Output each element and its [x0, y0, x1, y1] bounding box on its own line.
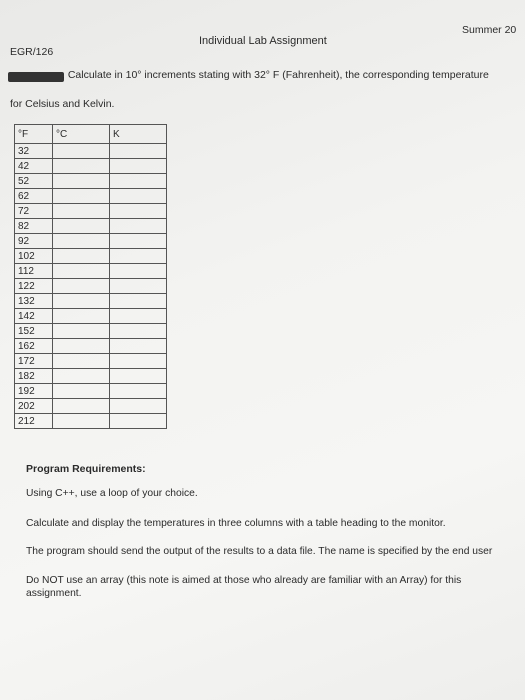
- celsius-cell: [53, 414, 110, 429]
- kelvin-cell: [110, 264, 167, 279]
- course-code: EGR/126: [10, 46, 54, 58]
- instructions-line-2: for Celsius and Kelvin.: [10, 98, 115, 110]
- kelvin-cell: [110, 399, 167, 414]
- kelvin-cell: [110, 279, 167, 294]
- celsius-cell: [53, 354, 110, 369]
- kelvin-cell: [110, 324, 167, 339]
- kelvin-cell: [110, 174, 167, 189]
- table-row: [15, 384, 167, 399]
- table-row: [15, 234, 167, 249]
- fahrenheit-cell: 62: [15, 189, 53, 204]
- kelvin-cell: [110, 309, 167, 324]
- kelvin-cell: [110, 384, 167, 399]
- fahrenheit-cell: 192: [15, 384, 53, 399]
- header-celsius: °C: [53, 125, 110, 144]
- celsius-cell: [53, 324, 110, 339]
- kelvin-cell: [110, 189, 167, 204]
- kelvin-cell: [110, 234, 167, 249]
- celsius-cell: [53, 204, 110, 219]
- header-kelvin: K: [110, 125, 167, 144]
- table-row: [15, 399, 167, 414]
- table-row: [15, 414, 167, 429]
- celsius-cell: [53, 279, 110, 294]
- table-row: [15, 189, 167, 204]
- kelvin-cell: [110, 249, 167, 264]
- requirement-item: Do NOT use an array (this note is aimed at those who already are familiar with an Array) for this: [26, 575, 462, 586]
- table-row: [15, 159, 167, 174]
- kelvin-cell: [110, 159, 167, 174]
- kelvin-cell: [110, 414, 167, 429]
- instructions-line-1: , Calculate in 10° increments stating with 32° F (Fahrenheit), the corresponding temperature: [62, 69, 489, 81]
- fahrenheit-cell: 122: [15, 279, 53, 294]
- celsius-cell: [53, 219, 110, 234]
- kelvin-cell: [110, 204, 167, 219]
- temperature-table: [14, 124, 167, 429]
- fahrenheit-cell: 82: [15, 219, 53, 234]
- kelvin-cell: [110, 369, 167, 384]
- kelvin-cell: [110, 219, 167, 234]
- table-row: [15, 174, 167, 189]
- fahrenheit-cell: 112: [15, 264, 53, 279]
- fahrenheit-cell: 52: [15, 174, 53, 189]
- kelvin-cell: [110, 339, 167, 354]
- table-row: [15, 339, 167, 354]
- table-row: [15, 354, 167, 369]
- celsius-cell: [53, 189, 110, 204]
- fahrenheit-cell: 92: [15, 234, 53, 249]
- table-row: [15, 324, 167, 339]
- celsius-cell: [53, 309, 110, 324]
- table-row: [15, 204, 167, 219]
- requirement-item: Using C++, use a loop of your choice.: [26, 488, 198, 499]
- fahrenheit-cell: 212: [15, 414, 53, 429]
- celsius-cell: [53, 264, 110, 279]
- table-header-row: [15, 125, 167, 144]
- page-title: Individual Lab Assignment: [199, 35, 327, 47]
- term-label: Summer 20: [462, 24, 517, 36]
- celsius-cell: [53, 369, 110, 384]
- header-fahrenheit: °F: [15, 125, 53, 144]
- kelvin-cell: [110, 354, 167, 369]
- fahrenheit-cell: 202: [15, 399, 53, 414]
- table-row: [15, 279, 167, 294]
- fahrenheit-cell: 42: [15, 159, 53, 174]
- celsius-cell: [53, 144, 110, 159]
- redaction-mark: [8, 72, 64, 82]
- celsius-cell: [53, 249, 110, 264]
- celsius-cell: [53, 234, 110, 249]
- table-row: [15, 144, 167, 159]
- table-row: [15, 369, 167, 384]
- requirement-item: assignment.: [26, 588, 82, 599]
- table-row: [15, 249, 167, 264]
- fahrenheit-cell: 142: [15, 309, 53, 324]
- kelvin-cell: [110, 144, 167, 159]
- table-row: [15, 309, 167, 324]
- celsius-cell: [53, 339, 110, 354]
- requirements-heading: Program Requirements:: [26, 463, 146, 475]
- celsius-cell: [53, 159, 110, 174]
- celsius-cell: [53, 174, 110, 189]
- fahrenheit-cell: 132: [15, 294, 53, 309]
- fahrenheit-cell: 182: [15, 369, 53, 384]
- celsius-cell: [53, 384, 110, 399]
- fahrenheit-cell: 72: [15, 204, 53, 219]
- fahrenheit-cell: 32: [15, 144, 53, 159]
- requirement-item: The program should send the output of the results to a data file. The name is specified by the end user: [26, 546, 493, 557]
- fahrenheit-cell: 162: [15, 339, 53, 354]
- table-row: [15, 294, 167, 309]
- fahrenheit-cell: 102: [15, 249, 53, 264]
- table-row: [15, 264, 167, 279]
- fahrenheit-cell: 152: [15, 324, 53, 339]
- kelvin-cell: [110, 294, 167, 309]
- requirement-item: Calculate and display the temperatures in three columns with a table heading to the monitor.: [26, 518, 446, 529]
- celsius-cell: [53, 294, 110, 309]
- fahrenheit-cell: 172: [15, 354, 53, 369]
- celsius-cell: [53, 399, 110, 414]
- table-row: [15, 219, 167, 234]
